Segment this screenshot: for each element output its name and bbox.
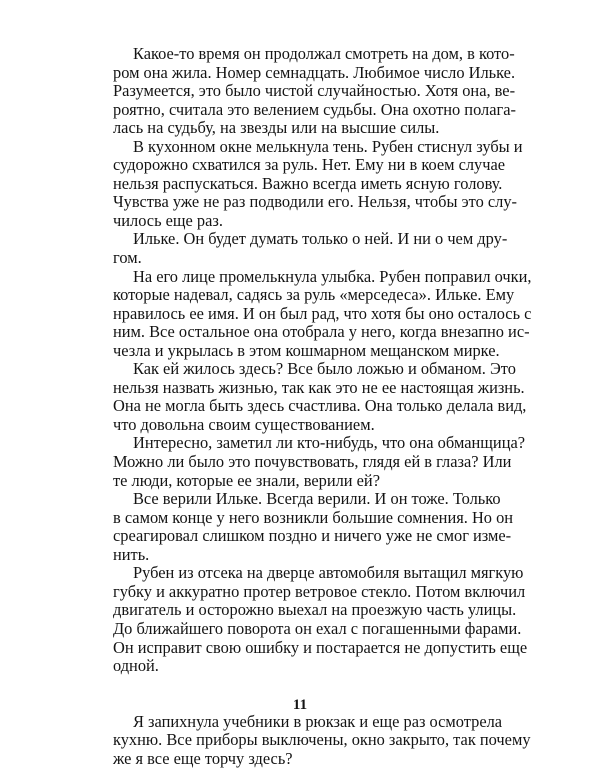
text-line: чезла и укрылась в этом кошмарном мещанском мирке. [113, 340, 500, 360]
paragraph [113, 563, 528, 676]
text-line: нельзя назвать жизнью, так как это не ее настоящая жизнь. [113, 377, 525, 397]
text-line: нельзя распускаться. Важно всегда иметь ясную голову. [113, 173, 503, 193]
text-line: Я запихнула учебники в рюкзак и еще раз осмотрела [133, 711, 503, 731]
text-line: До ближайшего поворота он ехал с погашенными фарами. [113, 618, 522, 638]
text-line: Как ей жилось здесь? Все было ложью и обманом. Это [133, 359, 516, 379]
text-line: Рубен из отсека на дверце автомобиля вытащил мягкую [133, 563, 524, 583]
text-line: Разумеется, это было чистой случайностью. Хотя она, ве- [113, 81, 516, 101]
text-line: судорожно схватился за руль. Нет. Ему ни в коем случае [113, 155, 506, 175]
text-line: Все верили Ильке. Всегда верили. И он тоже. Только [133, 489, 501, 509]
text-line: Ильке. Он будет думать только о ней. И ни о чем дру- [133, 229, 508, 249]
paragraph [113, 711, 531, 768]
text-line: чилось еще раз. [113, 210, 223, 230]
text-line: гом. [113, 248, 142, 268]
text-line: Он исправит свою ошибку и постарается не допустить еще [113, 637, 528, 657]
text-line: В кухонном окне мелькнула тень. Рубен стиснул зубы и [133, 136, 523, 156]
paragraph [113, 44, 516, 138]
body-text [113, 44, 532, 768]
paragraph [113, 359, 527, 434]
text-line: кухню. Все приборы выключены, окно закрыто, так почему [113, 730, 531, 750]
text-line: которые надевал, садясь за руль «мерседеса». Ильке. Ему [113, 285, 515, 305]
text-line: губку и аккуратно протер ветровое стекло. Потом включил [113, 581, 526, 601]
text-line: ним. Все остальное она отобрала у него, когда внезапно ис- [113, 322, 530, 342]
paragraph [113, 136, 523, 231]
text-line: нравилось ее имя. И он был рад, что хотя бы оно осталось с [113, 303, 532, 323]
text-line: Она не могла быть здесь счастлива. Она только делала вид, [113, 396, 527, 416]
text-line: что довольна своим существованием. [113, 414, 375, 434]
text-line: нить. [113, 544, 150, 564]
text-line: роятно, считала это велением судьбы. Она охотно полага- [113, 99, 516, 119]
text-line: Можно ли было это почувствовать, глядя ей в глаза? Или [113, 452, 512, 472]
paragraph [113, 266, 532, 361]
paragraph [113, 229, 508, 268]
page-number: 11 [292, 697, 308, 713]
text-line: те люди, которые ее знали, верили ей? [113, 470, 380, 490]
text-line: лась на судьбу, на звезды или на высшие силы. [113, 118, 440, 138]
text-line: На его лице промелькнула улыбка. Рубен поправил очки, [133, 266, 532, 286]
text-line: же я все еще торчу здесь? [113, 748, 293, 768]
text-line: Чувства уже не раз подводили его. Нельзя, чтобы это слу- [113, 192, 517, 212]
text-line: Какое-то время он продолжал смотреть на дом, в кото- [133, 44, 515, 63]
text-line: в самом конце у него возникли большие сомнения. Но он [113, 507, 514, 527]
text-line: ром она жила. Номер семнадцать. Любимое число Ильке. [113, 62, 516, 82]
paragraph [113, 489, 514, 564]
text-line: Интересно, заметил ли кто-нибудь, что она обманщица? [133, 433, 526, 453]
text-line: одной. [113, 656, 159, 676]
paragraph [113, 433, 526, 490]
text-line: среагировал слишком поздно и ничего уже не смог изме- [113, 526, 512, 546]
text-line: двигатель и осторожно выехал на проезжую часть улицы. [113, 600, 517, 620]
